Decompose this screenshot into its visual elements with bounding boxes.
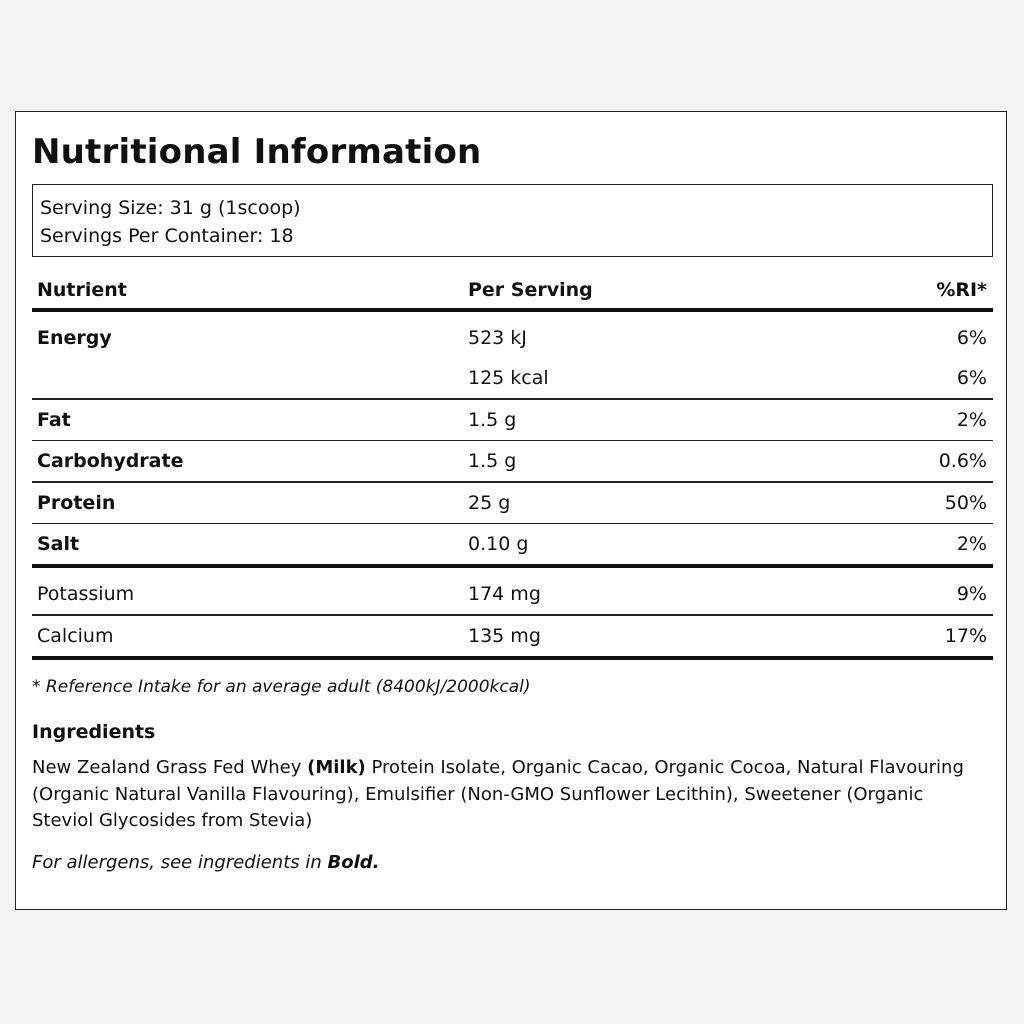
table-row-potassium <box>32 574 993 614</box>
nutrient-value: 523 kJ <box>468 327 527 349</box>
ingredients-title: Ingredients <box>32 721 156 743</box>
servings-per-container: Servings Per Container: 18 <box>40 225 294 247</box>
nutrient-name: Protein <box>37 491 116 514</box>
page-title: Nutritional Information <box>32 132 482 172</box>
allergen-word: (Milk) <box>307 757 366 778</box>
nutrient-value: 174 mg <box>468 583 541 605</box>
serving-size: Serving Size: 31 g (1scoop) <box>40 197 301 219</box>
nutrient-ri: 50% <box>944 491 987 514</box>
header-ri: %RI* <box>936 279 987 301</box>
nutrient-ri: 9% <box>956 583 987 605</box>
ingredients-text <box>32 755 982 835</box>
table-row-energy-kj <box>32 318 993 358</box>
allergen-note <box>32 852 379 873</box>
table-row-carbohydrate <box>32 441 993 481</box>
nutrient-name: Fat <box>37 408 71 431</box>
nutrient-ri: 6% <box>956 327 987 349</box>
serving-info-box <box>32 184 993 257</box>
header-nutrient: Nutrient <box>37 279 127 301</box>
nutrition-table <box>32 270 993 660</box>
table-row-fat <box>32 400 993 440</box>
nutrient-name: Carbohydrate <box>37 450 184 472</box>
table-row-protein <box>32 483 993 523</box>
nutrient-value: 1.5 g <box>468 408 517 431</box>
divider <box>32 656 993 660</box>
allergen-note-prefix: For allergens, see ingredients in <box>32 852 328 873</box>
ingredients-text-end: Protein Isolate, Organic Cacao, Organic Cocoa, Natural Flavouring (Organic Natural Vanilla Flavouring), Emulsifier (Non-GMO Sunflower Lecithin), Sweetener (Organic Steviol Glycosides from Stevia) <box>32 757 964 831</box>
table-row-calcium <box>32 616 993 656</box>
nutrition-panel <box>15 111 1007 910</box>
nutrient-name: Potassium <box>37 583 135 605</box>
nutrient-ri: 2% <box>956 533 987 555</box>
table-header-row <box>32 270 993 308</box>
nutrient-ri: 6% <box>956 367 987 389</box>
nutrient-value: 25 g <box>468 491 511 514</box>
nutrient-name: Calcium <box>37 624 114 647</box>
nutrient-value: 0.10 g <box>468 533 529 555</box>
nutrient-value: 125 kcal <box>468 367 549 389</box>
nutrient-name: Energy <box>37 327 112 349</box>
header-per-serving: Per Serving <box>468 279 593 301</box>
nutrient-ri: 2% <box>956 408 987 431</box>
table-row-energy-kcal <box>32 358 993 398</box>
divider <box>32 564 993 568</box>
ingredients-text-start: New Zealand Grass Fed Whey <box>32 757 308 778</box>
table-row-salt <box>32 524 993 564</box>
nutrient-value: 1.5 g <box>468 450 517 472</box>
nutrient-name: Salt <box>37 533 80 555</box>
nutrient-value: 135 mg <box>468 624 541 647</box>
nutrient-ri: 0.6% <box>938 450 987 472</box>
allergen-note-bold: Bold. <box>327 852 380 873</box>
nutrient-ri: 17% <box>944 624 987 647</box>
reference-intake-footnote: * Reference Intake for an average adult (8400kJ/2000kcal) <box>32 677 531 697</box>
